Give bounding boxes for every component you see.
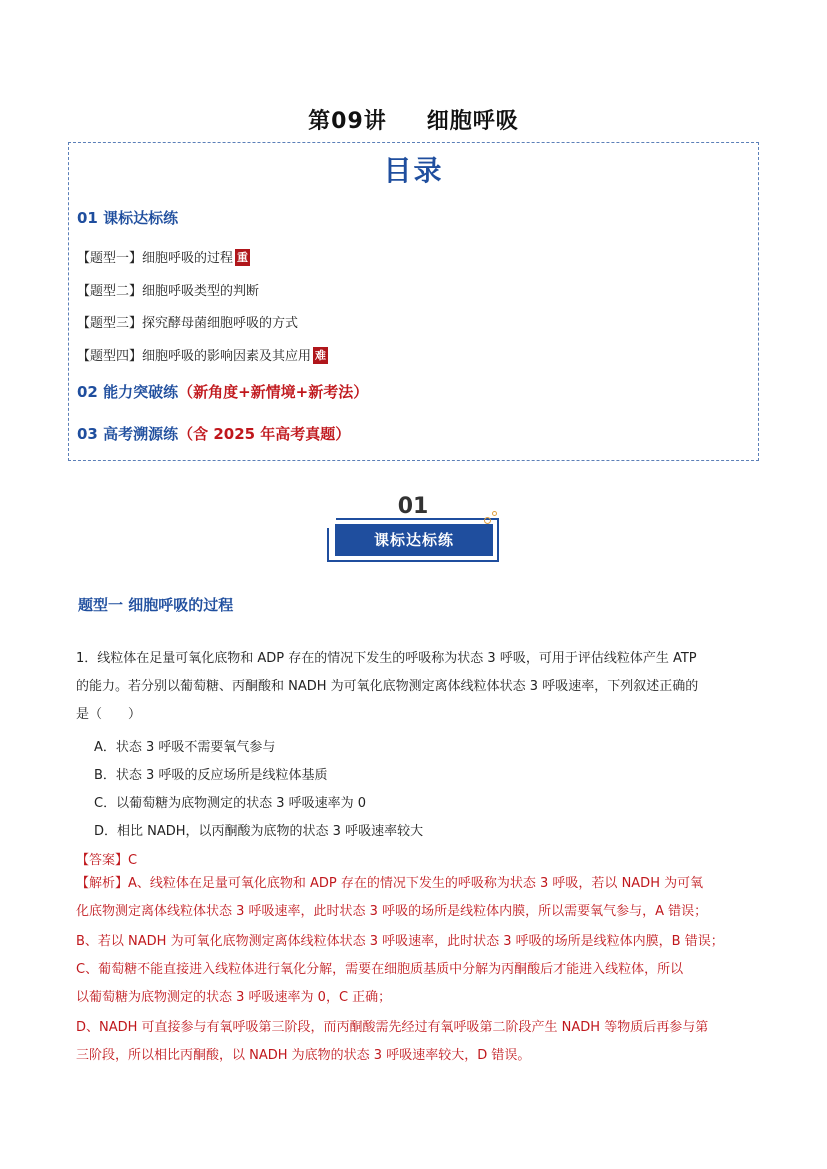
sparkle-icon bbox=[492, 511, 497, 516]
toc-type-1[interactable] bbox=[77, 247, 250, 266]
table-of-contents bbox=[68, 142, 759, 461]
banner-label: 课标达标练 bbox=[335, 524, 493, 556]
key-badge: 重 bbox=[237, 251, 249, 264]
banner-notch bbox=[322, 514, 336, 528]
toc-section-2-note: （新角度+新情境+新考法） bbox=[178, 383, 369, 401]
sparkle-icon bbox=[484, 517, 491, 524]
section-title: 题型一 细胞呼吸的过程 bbox=[78, 596, 234, 614]
analysis-line: 三阶段，所以相比丙酮酸，以 NADH 为底物的状态 3 呼吸速率较大，D 错误。 bbox=[76, 1048, 531, 1063]
page-title bbox=[0, 104, 827, 135]
question-line: 1．线粒体在足量可氧化底物和 ADP 存在的情况下发生的呼吸称为状态 3 呼吸，可用于评估线粒体产生 ATP bbox=[76, 651, 697, 666]
analysis-line: 化底物测定离体线粒体状态 3 呼吸速率，此时状态 3 呼吸的场所是线粒体内膜，所以需要氧气参与，A 错误； bbox=[76, 904, 708, 919]
analysis-line: 以葡萄糖为底物测定的状态 3 呼吸速率为 0，C 正确； bbox=[76, 990, 392, 1005]
toc-section-2-label: 02 能力突破练 bbox=[77, 383, 179, 401]
toc-section-1[interactable]: 01 课标达标练 bbox=[77, 209, 179, 227]
analysis-line: D、NADH 可直接参与有氧呼吸第三阶段，而丙酮酸需先经过有氧呼吸第二阶段产生 NADH 等物质后再参与第 bbox=[76, 1020, 709, 1035]
toc-type-2[interactable] bbox=[77, 280, 259, 299]
option-d: D．相比 NADH，以丙酮酸为底物的状态 3 呼吸速率较大 bbox=[94, 824, 424, 839]
toc-section-3-note: （含 2025 年高考真题） bbox=[178, 425, 351, 443]
option-b: B．状态 3 呼吸的反应场所是线粒体基质 bbox=[94, 768, 328, 783]
difficult-badge: 难 bbox=[315, 349, 327, 362]
question-line: 是（ ） bbox=[76, 707, 142, 722]
toc-section-2[interactable] bbox=[77, 381, 368, 402]
analysis-line: C、葡萄糖不能直接进入线粒体进行氧化分解，需要在细胞质基质中分解为丙酮酸后才能进入线粒体，所以 bbox=[76, 962, 684, 977]
banner-number: 01 bbox=[397, 494, 429, 519]
option-a: A．状态 3 呼吸不需要氧气参与 bbox=[94, 740, 276, 755]
toc-heading: 目录 bbox=[383, 154, 444, 187]
answer: 【答案】C bbox=[76, 853, 138, 868]
analysis-line: 【解析】A、线粒体在足量可氧化底物和 ADP 存在的情况下发生的呼吸称为状态 3 呼吸，若以 NADH 为可氧 bbox=[76, 876, 704, 891]
toc-type-4[interactable] bbox=[77, 345, 328, 364]
toc-type-label: 【题型三】探究酵母菌细胞呼吸的方式 bbox=[77, 316, 299, 331]
option-c: C．以葡萄糖为底物测定的状态 3 呼吸速率为 0 bbox=[94, 796, 367, 811]
lecture-number: 第09讲 bbox=[308, 109, 387, 134]
toc-section-3[interactable] bbox=[77, 423, 350, 444]
toc-section-3-label: 03 高考溯源练 bbox=[77, 425, 179, 443]
toc-type-label: 【题型二】细胞呼吸类型的判断 bbox=[77, 284, 260, 299]
toc-type-label: 【题型一】细胞呼吸的过程 bbox=[77, 251, 234, 266]
analysis-line: B、若以 NADH 为可氧化底物测定离体线粒体状态 3 呼吸速率，此时状态 3 呼吸的场所是线粒体内膜，B 错误； bbox=[76, 934, 724, 949]
toc-type-3[interactable] bbox=[77, 312, 298, 331]
lecture-topic: 细胞呼吸 bbox=[426, 109, 519, 134]
question-line: 的能力。若分别以葡萄糖、丙酮酸和 NADH 为可氧化底物测定离体线粒体状态 3 呼吸速率，下列叙述正确的 bbox=[76, 679, 699, 694]
toc-type-label: 【题型四】细胞呼吸的影响因素及其应用 bbox=[77, 349, 312, 364]
